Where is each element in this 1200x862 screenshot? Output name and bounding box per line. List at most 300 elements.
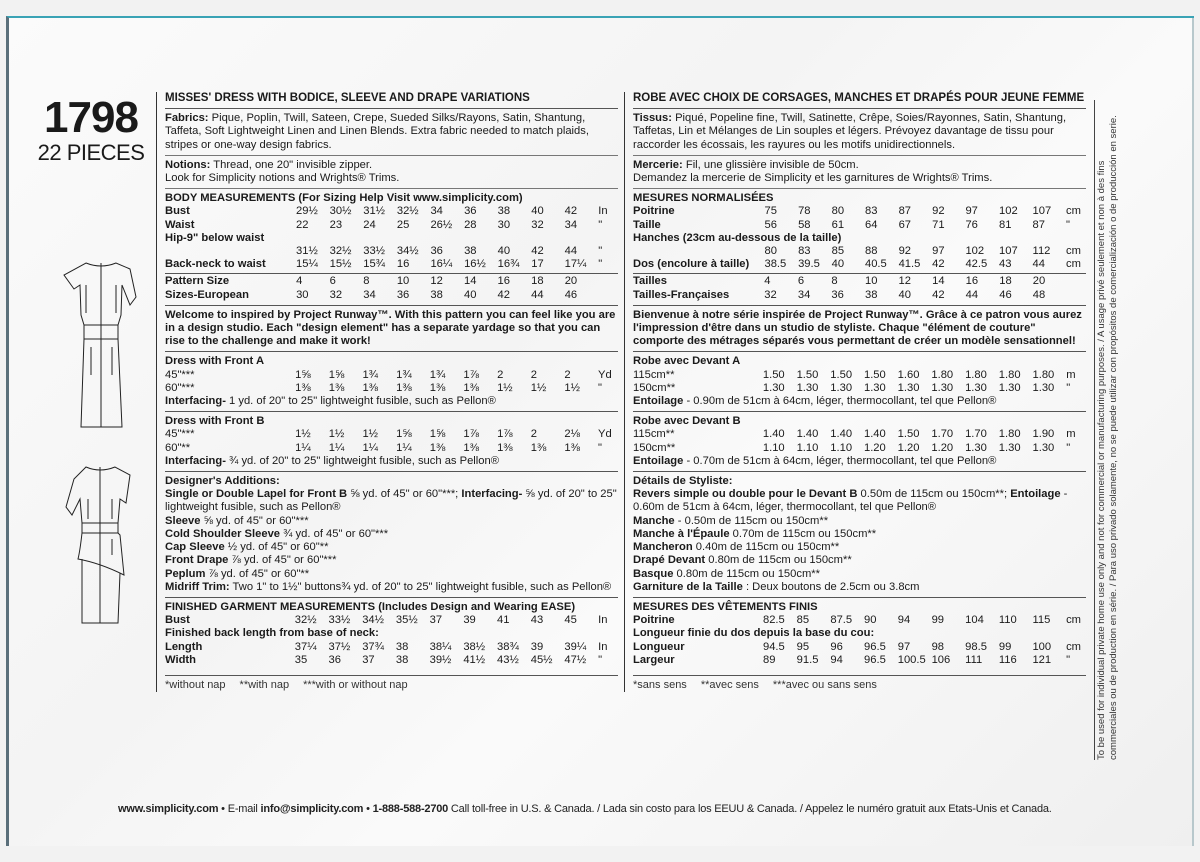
table-row	[165, 258, 618, 271]
cell-value: 32½	[294, 614, 317, 627]
cell-value: 4	[764, 275, 771, 288]
cell-value: 1.70	[965, 428, 987, 441]
cell-value: 1⅜	[530, 441, 547, 454]
row-label	[165, 245, 296, 258]
list-item	[165, 488, 618, 514]
table-row	[633, 219, 1086, 232]
finished-subheading: Longueur finie du dos depuis la base du cou:	[633, 627, 875, 640]
list-item	[633, 541, 1086, 554]
cell-value: 88	[864, 245, 878, 258]
mercerie-section	[633, 156, 1086, 189]
cell-value: 38.5	[764, 258, 787, 271]
size-table	[165, 275, 618, 301]
row-label: 115cm**	[633, 368, 675, 381]
cell-value: 115	[1032, 614, 1051, 627]
cell-value: 87	[1032, 218, 1045, 231]
cell-value: 36	[831, 288, 844, 301]
cell-value: 41½	[463, 653, 486, 666]
cell-value: 37	[429, 614, 443, 627]
cell-value: 1.30	[931, 381, 954, 394]
cell-value: 1.50	[897, 428, 920, 441]
cell-value: 1.30	[762, 381, 785, 394]
cell-value: 1⅞	[497, 428, 513, 441]
row-label: Pattern Size	[165, 275, 230, 288]
front-a-section	[165, 352, 618, 412]
row-label: 150cm**	[633, 381, 676, 394]
cell-value: 17	[531, 258, 544, 271]
cell-value: 40	[463, 288, 477, 301]
mesures-section	[633, 189, 1086, 306]
cell-value: 37¼	[294, 640, 317, 653]
devant-b-entoilage-text: - 0.70m de 51cm à 64cm, léger, thermocollant, tel que Pellon®	[683, 454, 997, 467]
unit: m	[1066, 428, 1076, 441]
cell-value: 32½	[396, 205, 419, 218]
finished-table	[165, 614, 618, 667]
welcome-text: Welcome to inspired by Project Runway™. With this pattern you can feel like you are in a design studio. Each "design element" has a separate yardage so that you can rise to the challenge and make it work!	[165, 308, 616, 348]
cell-value: 1.50	[762, 368, 785, 381]
legal-line-1: To be used for individual private home use only and not for commercial or manufacturing purposes. / A usage privé seulement et non à des fins	[1096, 160, 1107, 760]
mesures-table	[633, 205, 1086, 271]
cell-value: 1¾	[396, 368, 412, 381]
footnotes-fr	[633, 676, 1086, 692]
row-label: Length	[165, 640, 203, 653]
table-row	[633, 442, 1086, 455]
cell-value: 23	[329, 218, 343, 231]
cell-value: 40	[531, 205, 544, 218]
cell-value: 15¾	[363, 258, 386, 271]
table-row	[165, 205, 618, 218]
cell-value: 2	[530, 368, 537, 381]
cell-value: 6	[797, 275, 805, 288]
cell-value: 1¼	[362, 441, 378, 454]
tissus-label: Tissus:	[633, 112, 672, 125]
item-label: Front Drape	[165, 554, 229, 567]
cell-value: 42	[497, 288, 510, 301]
cell-value: 36	[328, 653, 341, 666]
cell-value: 34	[363, 288, 376, 301]
cell-value: 2	[497, 368, 504, 381]
cell-value: 1.50	[796, 368, 819, 381]
item-text: ¾ yd. of 45" or 60"***	[280, 527, 389, 540]
cell-value: 1.50	[863, 368, 886, 381]
table-row	[165, 245, 618, 258]
cell-value: 1.20	[897, 441, 920, 454]
contact-footer	[118, 803, 1052, 815]
cell-value: 22	[296, 218, 309, 231]
cell-value: 39	[530, 640, 544, 653]
cell-value: 1⅜	[362, 381, 378, 394]
cell-value: 29½	[296, 205, 318, 218]
cell-value: 1.30	[897, 381, 920, 394]
cell-value: 2	[564, 368, 571, 381]
cell-value: 1⅜	[328, 381, 345, 394]
unit: "	[598, 653, 603, 666]
cell-value: 104	[965, 614, 984, 627]
unit: m	[1066, 368, 1076, 381]
cell-value: 94	[830, 653, 843, 666]
cell-value: 121	[1032, 653, 1052, 666]
cell-value: 1⅝	[328, 368, 345, 381]
item-label: Single or Double Lapel for Front B	[165, 488, 348, 501]
item-label: Entoilage	[1010, 488, 1061, 501]
front-a-yardage-table	[165, 369, 618, 395]
cell-value: 1.50	[830, 368, 853, 381]
cell-value: 94.5	[762, 640, 785, 653]
item-label: Manche à l'Épaule	[633, 527, 730, 540]
footer-separator: •	[363, 803, 373, 815]
list-item	[165, 541, 618, 554]
unit: Yd	[598, 368, 612, 381]
cell-value: 1¼	[295, 441, 311, 454]
cell-value: 48	[1032, 288, 1046, 301]
row-label: 150cm**	[633, 441, 676, 454]
piece-count: 22 PIECES	[37, 140, 145, 165]
cell-value: 43½	[497, 653, 519, 666]
cell-value: 39¼	[564, 640, 587, 653]
devant-b-heading: Robe avec Devant B	[633, 415, 741, 428]
cell-value: 80	[764, 245, 777, 258]
row-label: Longueur	[633, 640, 685, 653]
cell-value: 95	[796, 640, 810, 653]
unit: "	[598, 381, 603, 394]
unit: cm	[1066, 258, 1081, 271]
item-text: - 0.60m de 51cm à 64cm, léger, thermocollant, tel que Pellon®	[633, 488, 1068, 514]
cell-value: 26½	[430, 218, 453, 231]
cell-value: 110	[998, 614, 1017, 627]
item-text: ⅞ yd. of 45" or 60"***	[228, 554, 337, 567]
cell-value: 1.70	[931, 428, 954, 441]
cell-value: 98.5	[965, 640, 987, 653]
footnote: **with nap	[239, 678, 290, 691]
dress-sketch-back-view-a	[56, 255, 146, 430]
cell-value: 97	[932, 245, 945, 258]
item-label: Cold Shoulder Sleeve	[165, 527, 281, 540]
front-a-heading: Dress with Front A	[165, 355, 265, 368]
devant-b-section	[633, 412, 1086, 472]
row-label: Sizes-European	[165, 288, 249, 301]
cell-value: 36	[464, 205, 477, 218]
list-item	[633, 568, 1086, 581]
table-row	[633, 428, 1086, 441]
footnote: *sans sens	[633, 678, 687, 691]
row-label: Hanches (23cm au-dessous de la taille)	[633, 231, 842, 244]
row-label: Dos (encolure à taille)	[633, 258, 750, 271]
website-link[interactable]: www.simplicity.com	[118, 803, 219, 815]
english-title: MISSES' DRESS WITH BODICE, SLEEVE AND DRAPE VARIATIONS	[165, 92, 618, 109]
item-label: Drapé Devant	[633, 554, 706, 567]
cell-value: 1½	[295, 428, 311, 441]
cell-value: 33½	[328, 614, 351, 627]
cell-value: 87	[898, 205, 912, 218]
cell-value: 56	[764, 218, 777, 231]
cell-value: 38	[395, 653, 409, 666]
bienvenue-section	[633, 306, 1086, 353]
cell-value: 34½	[396, 245, 419, 258]
cell-value: 44	[965, 288, 979, 301]
cell-value: 100	[1032, 640, 1052, 653]
cell-value: 14	[932, 275, 945, 288]
cell-value: 1⅝	[295, 368, 311, 381]
cell-value: 15½	[329, 258, 352, 271]
item-text: 0.70m de 115cm ou 150cm**	[729, 527, 877, 540]
cell-value: 1.80	[1032, 368, 1055, 381]
cell-value: 1.80	[931, 368, 954, 381]
cell-value: 38¾	[497, 640, 519, 653]
list-item	[165, 528, 618, 541]
phone-number: 1-888-588-2700	[372, 803, 449, 815]
cell-value: 37½	[328, 640, 351, 653]
cell-value: 97	[897, 640, 911, 653]
vetements-finis-section	[633, 598, 1086, 676]
row-label: Back-neck to waist	[165, 258, 266, 271]
row-label: 45"***	[165, 428, 195, 441]
cell-value: 41	[497, 614, 510, 627]
cell-value: 31½	[363, 205, 386, 218]
legal-divider	[1094, 100, 1095, 760]
cell-value: 85	[831, 245, 845, 258]
legal-notice	[1096, 40, 1120, 760]
cell-value: 1.60	[897, 368, 920, 381]
cell-value: 1.80	[965, 368, 987, 381]
mercerie-text: Fil, une glissière invisible de 50cm.	[682, 158, 859, 171]
unit	[1066, 289, 1086, 302]
cell-value: 1⅜	[564, 441, 580, 454]
cell-value: 92	[932, 205, 945, 218]
table-row	[165, 442, 618, 455]
notions-line2: Look for Simplicity notions and Wrights® Trims.	[165, 172, 400, 185]
cell-value: 94	[897, 614, 911, 627]
body-measurements-table	[165, 205, 618, 271]
cell-value: 1.80	[998, 428, 1021, 441]
cell-value: 45½	[530, 653, 553, 666]
cell-value: 1⅝	[429, 428, 446, 441]
item-label: Basque	[633, 567, 674, 580]
cell-value: 1.30	[1032, 381, 1055, 394]
item-text: ⅝ yd. of 45" or 60"***	[200, 514, 309, 527]
cell-value: 83	[798, 245, 811, 258]
cell-value: 1.20	[863, 441, 886, 454]
cell-value: 41.5	[898, 258, 921, 271]
cell-value: 12	[430, 275, 443, 288]
email-link[interactable]: info@simplicity.com	[260, 803, 364, 815]
cell-value: 89	[762, 653, 776, 666]
item-label: Mancheron	[633, 541, 693, 554]
unit: "	[1066, 653, 1071, 666]
table-row	[165, 232, 618, 245]
cell-value: 92	[898, 245, 912, 258]
cell-value: 96.5	[864, 640, 886, 653]
item-text: ⅞ yd. of 45" or 60"**	[205, 567, 310, 580]
item-label: Midriff Trim:	[165, 580, 230, 593]
designer-additions-heading: Designer's Additions:	[165, 475, 280, 488]
row-label: 60"***	[165, 381, 195, 394]
finished-heading: FINISHED GARMENT MEASUREMENTS (Includes Design and Wearing EASE)	[165, 600, 576, 613]
cell-value: 40	[497, 245, 511, 258]
cell-value: 25	[396, 218, 410, 231]
cell-value: 1⅞	[463, 368, 479, 381]
unit: cm	[1066, 614, 1081, 627]
cell-value: 24	[363, 218, 376, 231]
footnote: *without nap	[165, 678, 226, 691]
details-styliste-section	[633, 472, 1086, 598]
cell-value: 8	[831, 275, 838, 288]
cell-value: 18	[531, 275, 544, 288]
cell-value: 35	[294, 653, 308, 666]
cell-value: 37¾	[362, 640, 384, 653]
row-label: 115cm**	[633, 428, 675, 441]
row-label: Hip-9" below waist	[165, 231, 265, 244]
cell-value: 1⅜	[463, 381, 479, 394]
cell-value: 45	[564, 614, 577, 627]
legal-line-2: commerciales ou de production en série. / Para uso privado solamente, no se puede utilizar con propósitos de comercialización o de producción en serie.	[1108, 115, 1119, 760]
cell-value: 1¼	[328, 441, 345, 454]
row-label: Taille	[633, 218, 661, 231]
cell-value: 99	[998, 640, 1012, 653]
cell-value: 111	[965, 653, 983, 666]
cell-value: 32	[764, 288, 777, 301]
front-b-interfacing-label: Interfacing-	[165, 454, 226, 467]
unit	[598, 289, 618, 302]
table-row	[633, 289, 1086, 302]
devant-a-entoilage-text: - 0.90m de 51cm à 64cm, léger, thermocollant, tel que Pellon®	[683, 395, 997, 408]
cell-value: 87.5	[830, 614, 853, 627]
item-text: ½ yd. of 45" or 60"**	[224, 541, 329, 554]
cell-value: 30½	[329, 205, 352, 218]
list-item	[165, 581, 618, 594]
cell-value: 16¾	[497, 258, 520, 271]
cell-value: 30	[497, 218, 511, 231]
cell-value: 1⅜	[396, 381, 412, 394]
cell-value: 64	[864, 218, 878, 231]
cell-value: 91.5	[796, 653, 819, 666]
table-row	[165, 275, 618, 288]
list-item	[633, 488, 1086, 514]
cell-value: 1⅜	[497, 441, 513, 454]
row-label: Poitrine	[633, 614, 675, 627]
cell-value: 4	[296, 275, 303, 288]
cell-value: 42	[531, 245, 544, 258]
cell-value: 112	[1032, 245, 1051, 258]
tissus-text: Piqué, Popeline fine, Twill, Satinette, Crêpe, Soies/Rayonnes, Satin, Shantung, Taffetas, Lin et Mélanges de Lin souples et légers. Prévoyez davantage de tissu pour raccorder les écossais, les rayures ou les motifs unidirectionnels.	[633, 112, 1067, 151]
item-text: Two 1" to 1½" buttons¾ yd. of 20" to 25" lightweight fusible, such as Pellon®	[229, 580, 612, 593]
footnote: ***avec ou sans sens	[772, 678, 877, 691]
cell-value: 42	[932, 258, 945, 271]
cell-value: 116	[998, 653, 1017, 666]
french-title: ROBE AVEC CHOIX DE CORSAGES, MANCHES ET DRAPÉS POUR JEUNE FEMME	[633, 92, 1086, 109]
cell-value: 1.40	[762, 428, 785, 441]
table-row	[165, 654, 618, 667]
row-label: Tailles	[633, 275, 667, 288]
unit: "	[1066, 441, 1071, 454]
cell-value: 28	[464, 218, 477, 231]
front-b-interfacing-text: ¾ yd. of 20" to 25" lightweight fusible, such as Pellon®	[225, 454, 499, 467]
unit: "	[1066, 381, 1071, 394]
cell-value: 1.10	[762, 441, 785, 454]
table-row	[633, 275, 1086, 288]
row-label: Tailles-Françaises	[633, 288, 730, 301]
cell-value: 75	[764, 205, 777, 218]
cell-value: 12	[898, 275, 911, 288]
cell-value: 32½	[329, 245, 352, 258]
cell-value: 38	[864, 288, 878, 301]
cell-value: 1¼	[396, 441, 412, 454]
tailles-table	[633, 275, 1086, 301]
unit: In	[598, 614, 608, 627]
table-row	[633, 232, 1086, 245]
unit: In	[598, 640, 608, 653]
unit: cm	[1066, 205, 1081, 218]
item-text: 0.40m de 115cm ou 150cm**	[692, 541, 840, 554]
cell-value: 1⅝	[396, 428, 412, 441]
cell-value: 10	[864, 275, 878, 288]
cell-value: 1⅜	[295, 381, 311, 394]
cell-value: 1.30	[998, 381, 1021, 394]
cell-value: 2⅛	[564, 428, 580, 441]
cell-value: 43	[530, 614, 544, 627]
cell-value: 1½	[564, 381, 580, 394]
cell-value: 1.80	[998, 368, 1021, 381]
item-text: 0.80m de 115cm ou 150cm**	[705, 554, 852, 567]
mercerie-line2: Demandez la mercerie de Simplicity et les garnitures de Wrights® Trims.	[633, 172, 993, 185]
cell-value: 38	[430, 288, 443, 301]
cell-value: 34	[430, 205, 443, 218]
unit: "	[598, 258, 603, 271]
item-text: : Deux boutons de 2.5cm ou 3.8cm	[742, 580, 920, 593]
cell-value: 47½	[564, 653, 587, 666]
cell-value: 20	[564, 275, 578, 288]
footer-separator: • E-mail	[218, 803, 261, 815]
cell-value: 85	[796, 614, 810, 627]
row-label: Width	[165, 653, 196, 666]
unit: "	[598, 245, 603, 258]
pattern-id	[36, 93, 146, 166]
cell-value: 102	[965, 245, 985, 258]
finished-subheading: Finished back length from base of neck:	[165, 627, 379, 640]
english-column	[156, 92, 618, 692]
cell-value: 1.10	[830, 441, 853, 454]
table-row	[633, 614, 1086, 627]
front-a-interfacing-text: 1 yd. of 20" to 25" lightweight fusible, such as Pellon®	[225, 395, 496, 408]
cell-value: 1¾	[362, 368, 378, 381]
cell-value: 35½	[395, 614, 418, 627]
devant-a-metrage-table	[633, 369, 1086, 395]
notions-text: Thread, one 20" invisible zipper.	[210, 158, 373, 171]
cell-value: 1⅜	[429, 381, 446, 394]
table-row	[165, 428, 618, 441]
cell-value: 33½	[363, 245, 386, 258]
vetements-finis-heading: MESURES DES VÊTEMENTS FINIS	[633, 600, 818, 613]
row-label: Largeur	[633, 653, 675, 666]
cell-value: 96	[830, 640, 843, 653]
welcome-section	[165, 306, 618, 353]
bienvenue-text: Bienvenue à notre série inspirée de Project Runway™. Grâce à ce patron vous aurez l'impression d'être dans un studio de styliste. Chaque "élément de couture" comporte des métrages séparés vous permettant de créer un modèle sensationnel!	[633, 308, 1082, 348]
cell-value: 1½	[328, 428, 345, 441]
cell-value: 16¼	[430, 258, 453, 271]
table-row	[165, 614, 618, 627]
cell-value: 46	[999, 288, 1012, 301]
item-text: - 0.50m de 115cm ou 150cm**	[674, 514, 829, 527]
row-label: 45"***	[165, 368, 195, 381]
cell-value: 32	[531, 218, 544, 231]
item-label: Sleeve	[165, 514, 201, 527]
details-styliste-heading: Détails de Styliste:	[633, 475, 733, 488]
table-row	[165, 641, 618, 654]
cell-value: 17¼	[564, 258, 587, 271]
pattern-number: 1798	[44, 93, 138, 142]
cell-value: 97	[965, 205, 978, 218]
tollfree-text: Call toll-free in U.S. & Canada. / Lada sin costo para los EEUU & Canada. / Appelez le numéro gratuit aux Etats-Unis et Canada.	[448, 803, 1052, 815]
tissus-section	[633, 109, 1086, 156]
